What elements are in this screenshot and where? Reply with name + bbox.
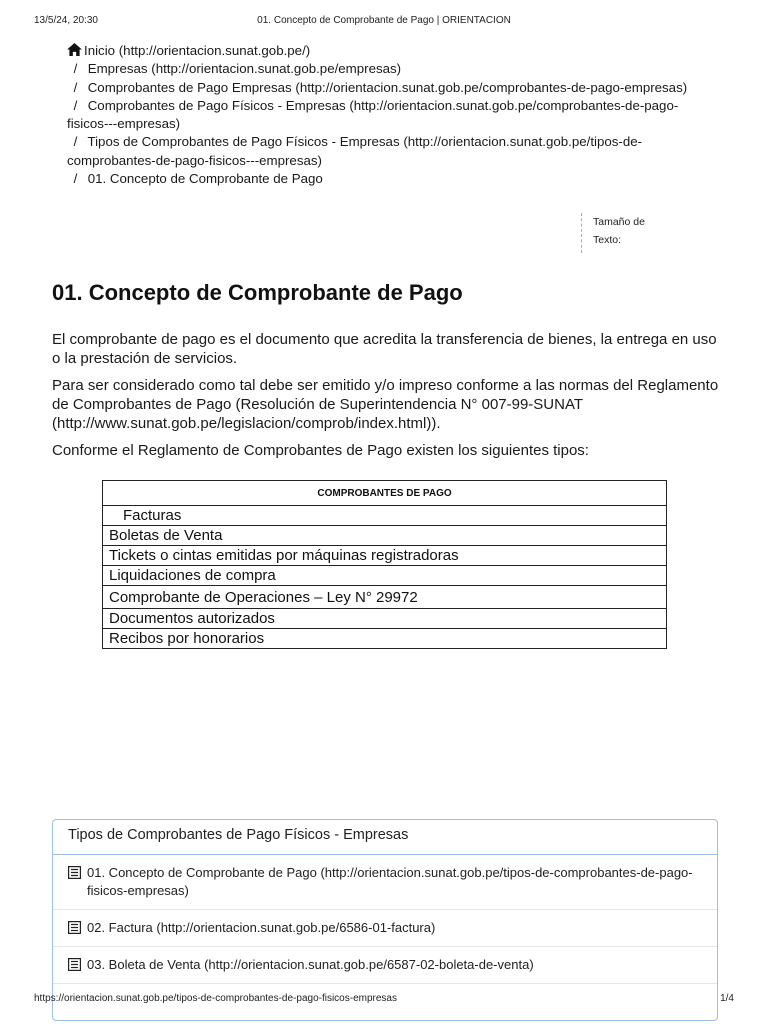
breadcrumb-label: 01. Concepto de Comprobante de Pago xyxy=(87,171,323,187)
table-header: COMPROBANTES DE PAGO xyxy=(103,481,667,506)
breadcrumb-separator: / xyxy=(73,171,78,187)
breadcrumb-url: (http://orientacion.sunat.gob.pe/) xyxy=(118,43,311,58)
breadcrumb-item-inicio[interactable] xyxy=(67,42,707,60)
breadcrumb-separator: / xyxy=(73,61,78,77)
breadcrumb-item-empresas[interactable] xyxy=(67,60,707,78)
breadcrumb-item-current xyxy=(67,170,707,188)
paragraph: Para ser considerado como tal debe ser emitido y/o impreso conforme a las normas del Reglamento de Comprobantes de Pago (Resolución de Superintendencia N° 007-99-SUNAT (http://www.sunat.gob.pe/legislacion/comprob/index.html)). xyxy=(52,377,719,432)
breadcrumb-label[interactable]: Comprobantes de Pago Empresas xyxy=(87,79,292,95)
breadcrumb-label[interactable]: Inicio xyxy=(84,43,116,58)
text-size-control[interactable] xyxy=(581,213,663,253)
list-item-link[interactable]: 02. Factura (http://orientacion.sunat.gob.pe/6586-01-factura) xyxy=(87,920,436,935)
table-row xyxy=(103,629,667,649)
comprobantes-table xyxy=(102,480,667,649)
table-row xyxy=(103,586,667,609)
breadcrumb-separator: / xyxy=(73,97,78,113)
table-row xyxy=(103,566,667,586)
breadcrumb-separator: / xyxy=(73,79,78,95)
list-item[interactable] xyxy=(53,855,717,910)
list-doc-icon xyxy=(68,866,81,879)
table-cell: Documentos autorizados xyxy=(103,609,667,629)
table-cell: Tickets o cintas emitidas por máquinas registradoras xyxy=(103,546,667,566)
print-header xyxy=(0,15,768,31)
table-row xyxy=(103,546,667,566)
table-cell: Recibos por honorarios xyxy=(103,629,667,649)
list-doc-icon xyxy=(68,921,81,934)
breadcrumb-label[interactable]: Tipos de Comprobantes de Pago Físicos - Empresas xyxy=(87,134,400,150)
article-body xyxy=(52,330,722,468)
print-footer-url: https://orientacion.sunat.gob.pe/tipos-de-comprobantes-de-pago-fisicos-empresas xyxy=(34,993,397,1004)
page-title: 01. Concepto de Comprobante de Pago xyxy=(52,280,463,305)
table-cell: Facturas xyxy=(103,506,667,526)
breadcrumb-url: (http://orientacion.sunat.gob.pe/comprobantes-de-pago-empresas) xyxy=(295,79,688,95)
breadcrumb xyxy=(67,42,707,188)
breadcrumb-label[interactable]: Comprobantes de Pago Físicos - Empresas xyxy=(87,97,346,113)
breadcrumb-item-comprobantes-empresas[interactable] xyxy=(67,79,707,97)
breadcrumb-item-comprobantes-fisicos[interactable] xyxy=(67,97,707,134)
list-item-link[interactable]: 03. Boleta de Venta (http://orientacion.sunat.gob.pe/6587-02-boleta-de-venta) xyxy=(87,957,534,972)
table-row xyxy=(103,526,667,546)
breadcrumb-item-tipos-comprobantes[interactable] xyxy=(67,133,707,170)
table-cell: Comprobante de Operaciones – Ley N° 29972 xyxy=(103,586,667,609)
list-item[interactable] xyxy=(53,910,717,947)
breadcrumb-url: (http://orientacion.sunat.gob.pe/comprobantes-de-pago-fisicos---empresas) xyxy=(67,97,679,132)
paragraph: El comprobante de pago es el documento que acredita la transferencia de bienes, la entrega en uso o la prestación de servicios. xyxy=(52,331,717,367)
list-doc-icon xyxy=(68,958,81,971)
list-item[interactable] xyxy=(53,947,717,984)
text-size-label-line2: Texto: xyxy=(593,234,622,246)
breadcrumb-separator: / xyxy=(73,134,78,150)
print-page-title: 01. Concepto de Comprobante de Pago | ORIENTACION xyxy=(257,15,511,26)
paragraph: Conforme el Reglamento de Comprobantes de Pago existen los siguientes tipos: xyxy=(52,442,589,459)
breadcrumb-label[interactable]: Empresas xyxy=(87,61,148,77)
text-size-label-line1: Tamaño de xyxy=(593,216,645,228)
breadcrumb-url: (http://orientacion.sunat.gob.pe/tipos-de-comprobantes-de-pago-fisicos---empresas) xyxy=(67,134,643,168)
print-datetime: 13/5/24, 20:30 xyxy=(34,15,98,26)
table-row xyxy=(103,609,667,629)
home-icon xyxy=(67,43,82,56)
list-item-link[interactable]: 01. Concepto de Comprobante de Pago (http://orientacion.sunat.gob.pe/tipos-de-comprobantes-de-pago-fisicos-empresas) xyxy=(87,865,693,898)
related-pages-panel xyxy=(52,819,718,1021)
table-row xyxy=(103,506,667,526)
table-header-row xyxy=(103,481,667,506)
table-cell: Liquidaciones de compra xyxy=(103,566,667,586)
table-cell: Boletas de Venta xyxy=(103,526,667,546)
breadcrumb-url: (http://orientacion.sunat.gob.pe/empresas) xyxy=(151,61,402,77)
panel-heading: Tipos de Comprobantes de Pago Físicos - Empresas xyxy=(53,820,717,855)
print-page-number: 1/4 xyxy=(720,993,734,1004)
